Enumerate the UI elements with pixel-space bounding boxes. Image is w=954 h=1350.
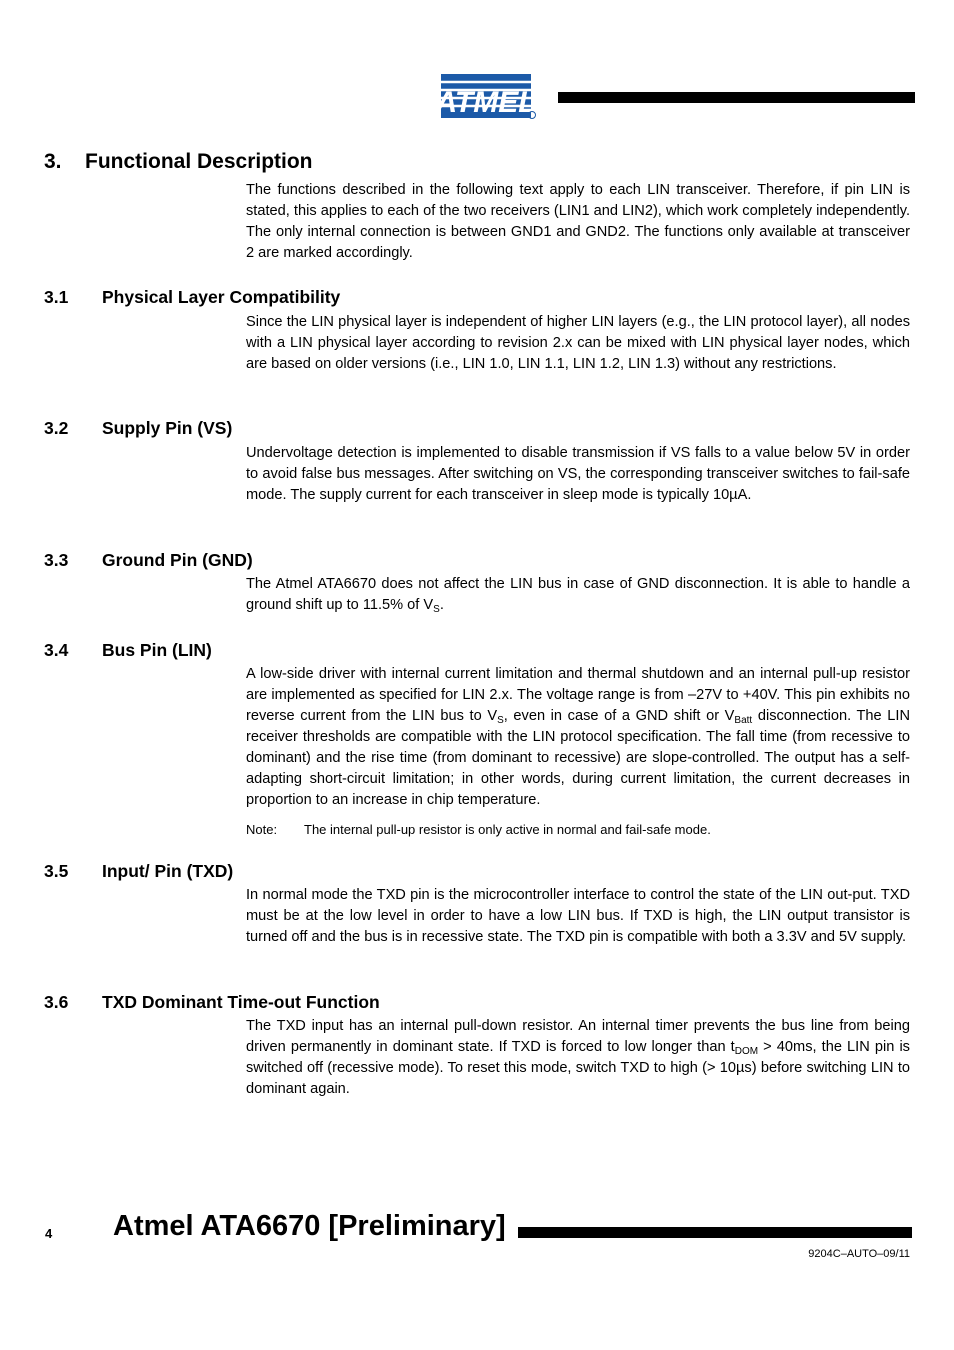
note-text: The internal pull-up resistor is only active in normal and fail-safe mode. (304, 822, 711, 837)
section-heading-3-5: 3.5 Input/ Pin (TXD) (44, 861, 234, 881)
document-reference: 9204C–AUTO–09/11 (808, 1248, 910, 1260)
section-body-3-2: Undervoltage detection is implemented to disable transmission if VS falls to a value below 5V in order to avoid false bus messages. After switching on VS, the corresponding transceiver switches to fail-safe mode. The supply current for each transceiver in sleep mode is typically 10µA. (246, 445, 910, 503)
section-heading-3-3: 3.3 Ground Pin (GND) (44, 550, 253, 570)
atmel-logo (441, 74, 537, 120)
section-body-3-5: In normal mode the TXD pin is the microcontroller interface to control the state of the LIN out-put. TXD must be at the low level in order to have a low LIN bus. If TXD is high, the LIN output transistor is turned off and the bus is in recessive state. The TXD pin is compatible with both a 3.3V and 5V supply. (246, 887, 910, 945)
section-body-3-3: The Atmel ATA6670 does not affect the LIN bus in case of GND disconnection. It is able to handle a ground shift up to 11.5% of $V_S$. (246, 576, 910, 615)
section-heading-3-1: 3.1 Physical Layer Compatibility (44, 287, 341, 307)
section-heading-3-2: 3.2 Supply Pin (VS) (44, 418, 233, 438)
section-body-3-4: A low-side driver with internal current limitation and thermal shutdown and an internal pull-up resistor are implemented as specified for LIN 2.x. The voltage range is from –27V to +40V. This pin exhibits no reverse current from the LIN bus to $V_S$, even in case of a GND shift or $V_{Batt}$ disconnection. The LIN receiver thresholds are compatible with the LIN protocol specification. The fall time (from recessive to dominant) and the rise time (from dominant to recessive) are slope-controlled. The output has a self-adapting short-circuit limitation; in other words, during current limitation, the current decreases in proportion to an increase in chip temperature. (246, 666, 910, 808)
footer-rule (518, 1227, 912, 1238)
svg-text:ATMEL: ATMEL (441, 86, 537, 119)
section-body-3-1: Since the LIN physical layer is independent of higher LIN layers (e.g., the LIN protocol layer), all nodes with a LIN physical layer according to revision 2.x can be mixed with LIN physical layer nodes, which are based on older versions (i.e., LIN 1.0, LIN 1.1, LIN 1.2, LIN 1.3) without any restrictions. (246, 314, 910, 372)
section-body-3-6: The TXD input has an internal pull-down resistor. An internal timer prevents the bus line from being driven permanently in dominant state. If TXD is forced to low longer than $t_{DOM} > 40ms$, the LIN pin is switched off (recessive mode). To reset this mode, switch TXD to high (> 10µs) before switching LIN to dominant again. (246, 1018, 910, 1097)
section-heading-3-4: 3.4 Bus Pin (LIN) (44, 640, 212, 660)
page-number: 4 (45, 1226, 53, 1241)
section-body-3: The functions described in the following text apply to each LIN transceiver. Therefore, if pin LIN is stated, this applies to each of the two receivers (LIN1 and LIN2), which work completely independently. The only internal connection is between GND1 and GND2. The functions only available at transceiver 2 are marked accordingly. (246, 182, 910, 261)
section-heading-3-6: 3.6 TXD Dominant Time-out Function (44, 992, 380, 1012)
section-heading-3: 3. Functional Description (44, 150, 313, 173)
note-label: Note: (246, 822, 278, 837)
header-rule (558, 92, 915, 103)
footer-title: Atmel ATA6670 [Preliminary] (113, 1210, 506, 1242)
note (246, 821, 711, 839)
